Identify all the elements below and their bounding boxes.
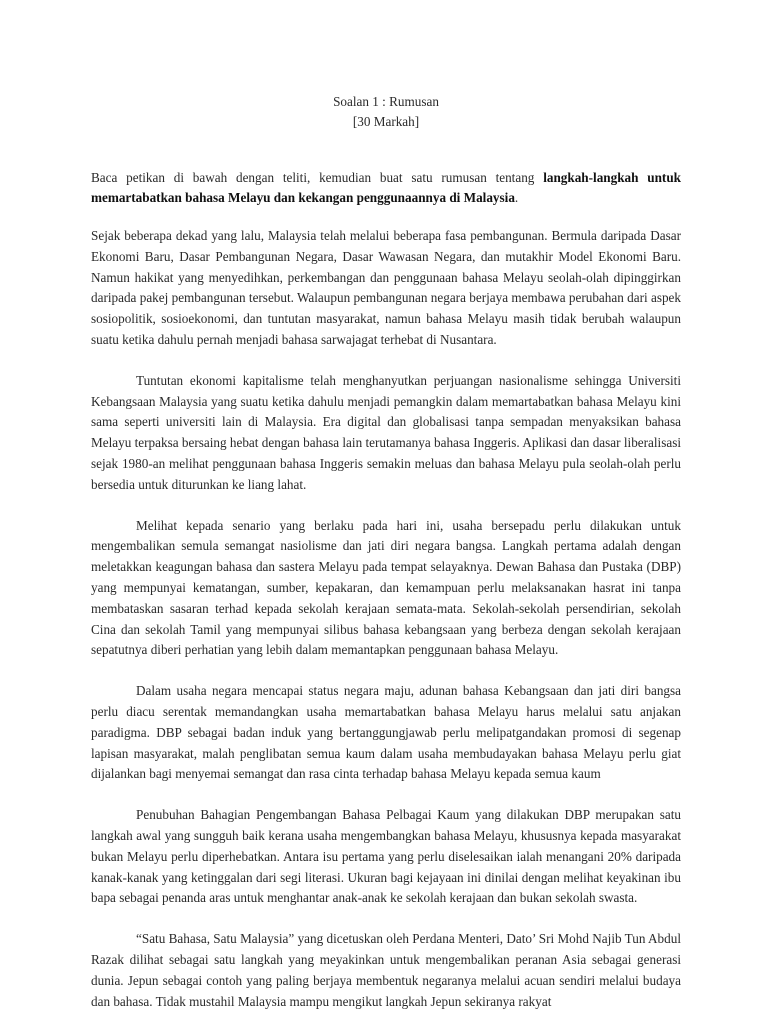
question-title: Soalan 1 : Rumusan (333, 94, 439, 109)
passage-paragraph: Tuntutan ekonomi kapitalisme telah menghanyutkan perjuangan nasionalisme sehingga Universiti Kebangsaan Malaysia yang suatu ketika dahulu menjadi pemangkin dalam memartabatkan bahasa Melayu kini sama seperti universiti lain di Malaysia. Era digital dan globalisasi tanpa sempadan menyaksikan bahasa Melayu terpaksa bersaing hebat dengan bahasa lain terutamanya bahasa Inggeris. Aplikasi dan dasar liberalisasi sejak 1980-an melihat penggunaan bahasa Inggeris semakin meluas dan bahasa Melayu pula seolah-olah perlu bersedia untuk diturunkan ke liang lahat. (91, 372, 681, 492)
passage-paragraph: Melihat kepada senario yang berlaku pada hari ini, usaha bersepadu perlu dilakukan untuk mengembalikan semula semangat nasiolisme dan jati diri negara bangsa. Langkah pertama adalah dengan meletakkan keagungan bahasa dan sastera Melayu pada tempat selayaknya. Dewan Bahasa dan Pustaka (DBP) yang mempunyai kematangan, sumber, kepakaran, dan kemampuan perlu melaksanakan hasrat ini tanpa membataskan sasaran terhad kepada sekolah kerajaan semata-mata. Sekolah-sekolah persendirian, sekolah Cina dan sekolah Tamil yang mempunyai silibus bahasa kebangsaan yang berbeza dengan sekolah kerajaan sepatutnya diberi perhatian yang lebih dalam memantapkan penggunaan bahasa Melayu. (91, 517, 681, 658)
instruction-text (91, 168, 681, 208)
instruction-bold-topic: langkah-langkah untuk memartabatkan bahasa Melayu dan kekangan penggunaannya di Malaysia (91, 170, 681, 205)
instruction-prefix: Baca petikan di bawah dengan teliti, kemudian buat satu rumusan tentang (91, 170, 544, 185)
instruction-suffix: . (514, 190, 519, 205)
passage-paragraph: Penubuhan Bahagian Pengembangan Bahasa Pelbagai Kaum yang dilakukan DBP merupakan satu langkah awal yang sungguh baik kerana usaha mengembangkan bahasa Melayu, khususnya kepada masyarakat bukan Melayu perlu diperhebatkan. Antara isu pertama yang perlu diselesaikan ialah menangani 20% daripada kanak-kanak yang ketinggalan dari segi literasi. Ukuran bagi kejayaan ini dinilai dengan melihat keyakinan ibu bapa sebagai penanda aras untuk menghantar anak-anak ke sekolah kerajaan dan bukan sekolah swasta. (91, 807, 681, 906)
passage-paragraph: Dalam usaha negara mencapai status negara maju, adunan bahasa Kebangsaan dan jati diri bangsa perlu diacu serentak memandangkan usaha memartabatkan bahasa Melayu harus melalui satu anjakan paradigma. DBP sebagai badan induk yang bertanggungjawab perlu melipatgandakan promosi di segenap lapisan masyarakat, malah penglibatan semua kaum dalam usaha membudayakan bahasa Melayu perlu giat dijalankan bagi menyemai semangat dan rasa cinta terhadap bahasa Melayu kepada semua kaum (91, 683, 681, 782)
question-marks: [30 Markah] (352, 114, 420, 129)
passage-paragraph: “Satu Bahasa, Satu Malaysia” yang dicetuskan oleh Perdana Menteri, Dato’ Sri Mohd Najib Tun Abdul Razak dilihat sebagai satu langkah yang meyakinkan untuk mengembalikan peranan Asia sebagai generasi dunia. Jepun sebagai contoh yang paling berjaya membentuk negaranya melalui acuan sendiri melalui budaya dan bahasa. Tidak mustahil Malaysia mampu mengikut langkah Jepun sekiranya rakyat (91, 931, 681, 1009)
document-page (91, 92, 681, 1012)
passage-paragraph: Sejak beberapa dekad yang lalu, Malaysia telah melalui beberapa fasa pembangunan. Bermula daripada Dasar Ekonomi Baru, Dasar Pembangunan Negara, Dasar Wawasan Negara, dan mutakhir Model Ekonomi Baru. Namun hakikat yang menyedihkan, perkembangan dan penggunaan bahasa Melayu seolah-olah dipinggirkan daripada pakej pembangunan tersebut. Walaupun pembangunan negara berjaya membawa perubahan dari aspek sosiopolitik, sosioekonomi, dan tuntutan masyarakat, namun bahasa Melayu masih tidak berubah walaupun suatu ketika dahulu pernah menjadi bahasa sarwajagat terhebat di Nusantara. (91, 228, 681, 347)
